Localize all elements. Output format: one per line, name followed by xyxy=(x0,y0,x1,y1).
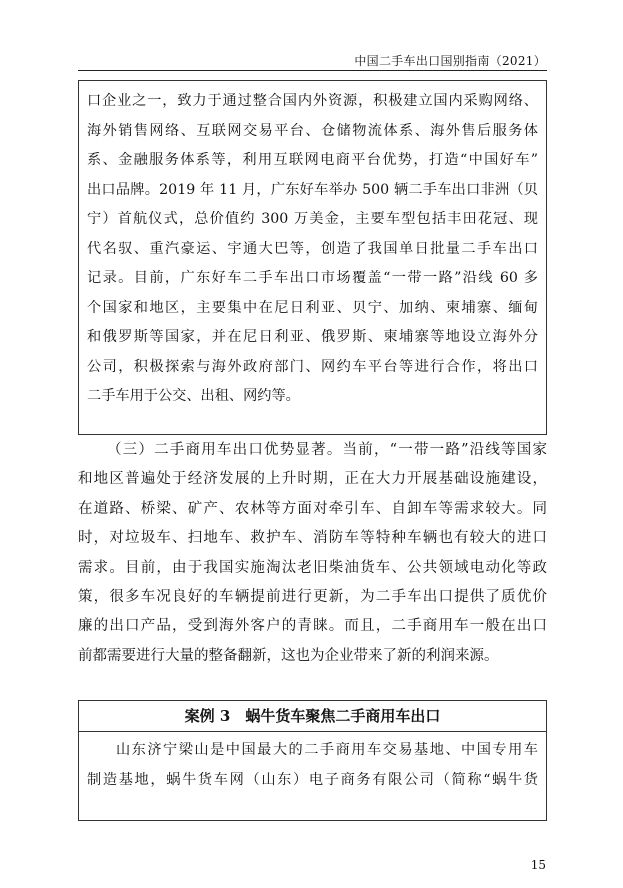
page-number: 15 xyxy=(530,858,546,872)
case-box-line: 海外销售网络、互联网交易平台、仓储物流体系、海外售后服务体 xyxy=(87,122,538,139)
paragraph-line: 需求。目前，由于我国实施淘汰老旧柴油货车、公共领域电动化等政 xyxy=(78,559,547,576)
case-box-line: 口企业之一，致力于通过整合国内外资源，积极建立国内采购网络、 xyxy=(87,93,538,109)
paragraph-line: 时，对垃圾车、扫地车、救护车、消防车等特种车辆也有较大的进口 xyxy=(78,530,547,547)
paragraph-line: （三）二手商用车出口优势显著。当前，“一带一路”沿线等国家 xyxy=(107,442,547,458)
case-box-line: 出口品牌。2019 年 11 月，广东好车举办 500 辆二手车出口非洲（贝 xyxy=(87,181,538,198)
running-header: 中国二手车出口国别指南（2021） xyxy=(354,54,546,68)
case-box-line: 和俄罗斯等国家，并在尼日利亚、俄罗斯、柬埔寨等地设立海外分 xyxy=(87,329,538,345)
paragraph-line: 前都需要进行大量的整备翻新，这也为企业带来了新的利润来源。 xyxy=(78,647,499,664)
paragraph-line: 在道路、桥梁、矿产、农林等方面对牵引车、自卸车等需求较大。同 xyxy=(78,500,547,517)
case-3-body xyxy=(78,731,547,821)
case-box-line: 系、金融服务体系等，利用互联网电商平台优势，打造“中国好车” xyxy=(87,152,538,168)
case-box-line: 代名驭、重汽豪运、宇通大巴等，创造了我国单日批量二手车出口 xyxy=(87,240,538,257)
case-box-line: 宁）首航仪式，总价值约 300 万美金，主要车型包括丰田花冠、现 xyxy=(87,211,538,227)
header-divider xyxy=(78,70,547,71)
paragraph-line: 策，很多车况良好的车辆提前进行更新，为二手车出口提供了质优价 xyxy=(78,588,547,605)
case-box-line: 二手车用于公交、出租、网约等。 xyxy=(87,388,300,404)
paragraph-line: 和地区普遍处于经济发展的上升时期，正在大力开展基础设施建设， xyxy=(78,471,547,488)
case-box-line: 公司，积极探索与海外政府部门、网约车平台等进行合作，将出口 xyxy=(87,358,538,375)
case-3-line: 制造基地，蜗牛货车网（山东）电子商务有限公司（简称“蜗牛货 xyxy=(87,771,538,788)
case-3-title: 案例 3 蜗牛货车聚焦二手商用车出口 xyxy=(78,700,547,732)
case-3-line: 山东济宁梁山是中国最大的二手商用车交易基地、中国专用车 xyxy=(116,742,538,758)
case-box-guangdong-haoche xyxy=(78,80,547,435)
section-3-paragraph xyxy=(78,436,547,671)
paragraph-line: 廉的出口产品，受到海外客户的青睐。而且，二手商用车一般在出口 xyxy=(78,618,547,635)
case-box-line: 个国家和地区，主要集中在尼日利亚、贝宁、加纳、柬埔寨、缅甸 xyxy=(87,299,538,316)
case-box-line: 记录。目前，广东好车二手车出口市场覆盖“一带一路”沿线 60 多 xyxy=(87,270,538,286)
